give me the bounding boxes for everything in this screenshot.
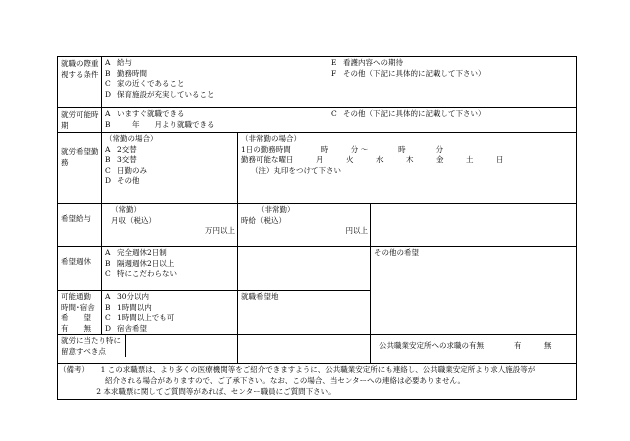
available-options <box>102 108 577 133</box>
remarks-head: （備考） <box>59 365 89 375</box>
salary-part-head: （非常勤） <box>257 205 295 214</box>
salary-part-unit: 円以上 <box>345 226 368 236</box>
shift-part-days[interactable]: 勤務可能な曜日 月 火 水 木 金 土 日 <box>241 155 504 165</box>
available-option-c[interactable]: C その他（下記に具体的に記載して下さい） <box>331 109 486 118</box>
shift-part-hours[interactable]: 1日の勤務時間 時 分 ～ 時 分 <box>241 144 444 154</box>
job-application-form <box>57 56 576 400</box>
shift-option-a[interactable]: A 2交替 <box>105 144 137 154</box>
job-office-text: 公共職業安定所への求職の有無 有 無 <box>379 341 552 351</box>
priority-options <box>102 57 577 108</box>
row-salary <box>58 204 577 247</box>
note-input[interactable] <box>126 335 237 357</box>
commute-option-c[interactable]: C 1時間以上でも可 <box>105 313 175 323</box>
shift-option-c[interactable]: C 日勤のみ <box>105 165 147 175</box>
priority-option-e[interactable]: E 看護内容への期待 <box>331 58 403 67</box>
row-priority <box>58 57 577 108</box>
shift-regular <box>102 133 238 204</box>
salary-blank <box>371 204 577 247</box>
other-wishes[interactable] <box>371 247 577 335</box>
desired-location[interactable] <box>238 291 371 335</box>
commute-option-a[interactable]: A 30分以内 <box>105 292 150 301</box>
commute-option-d[interactable]: D 宿舎希望 <box>105 323 147 333</box>
note-blank[interactable] <box>238 335 371 364</box>
note-label: 就労に当たり特に留意すべき点 <box>58 335 126 357</box>
salary-regular-sub: 月収（税込） <box>111 215 156 225</box>
shift-label: 就労希望勤務 <box>58 133 102 204</box>
priority-option-f[interactable]: F その他（下記に具体的に記載して下さい） <box>331 68 486 78</box>
form-table <box>57 56 577 364</box>
available-label: 就労可能時期 <box>58 108 102 133</box>
remark-1-line2: 紹介される場合がありますので、ご了承下さい。なお、この場合、当センターへの連絡は必要ありません。 <box>105 375 465 385</box>
salary-regular-unit: 万円以上 <box>205 226 235 236</box>
holiday-option-b[interactable]: B 隔週週休2日以上 <box>105 258 175 268</box>
holiday-blank <box>238 247 371 291</box>
commute-label: 可能通勤 時間･宿舎 希 望 有 無 <box>58 291 102 335</box>
salary-regular-input[interactable] <box>105 226 237 237</box>
priority-option-c[interactable]: C 家の近くであること <box>105 79 185 89</box>
note-cell <box>58 335 238 364</box>
remark-2: 2 本求職票に関してご質問等があれば、センター職員にご質問下さい。 <box>96 386 336 396</box>
shift-option-b[interactable]: B 3交替 <box>105 155 137 165</box>
priority-left <box>102 57 328 100</box>
available-right <box>328 108 486 130</box>
shift-part-note: （注）丸印をつけて下さい <box>251 165 341 175</box>
holiday-label: 希望週休 <box>58 247 102 291</box>
row-holiday <box>58 247 577 291</box>
salary-part <box>238 204 371 247</box>
shift-option-d[interactable]: D その他 <box>105 176 140 186</box>
row-available <box>58 108 577 133</box>
salary-part-sub: 時給（税込） <box>241 215 286 225</box>
job-office-status[interactable] <box>371 335 577 364</box>
available-option-a[interactable]: A いますぐ就職できる <box>105 109 185 118</box>
priority-option-d[interactable]: D 保育施設が充実していること <box>105 89 215 99</box>
available-option-b[interactable]: B 年 月より就職できる <box>105 119 215 129</box>
row-note <box>58 335 577 364</box>
other-wishes-label: その他の希望 <box>374 248 419 257</box>
salary-part-input[interactable] <box>241 226 370 237</box>
remarks <box>57 364 577 400</box>
priority-label: 就職の際重視する条件 <box>58 57 102 108</box>
remark-1-line1: （備考） 1 この求職票は、より多くの医療機関等をご紹介できますように、公共職業安定所にも連絡し、公共職業安定所より求人施設等が <box>59 365 536 375</box>
commute-options <box>102 291 238 335</box>
salary-regular <box>102 204 238 247</box>
priority-right <box>328 57 486 100</box>
row-shift <box>58 133 577 204</box>
shift-part-head: （非常勤の場合） <box>241 134 301 143</box>
shift-regular-head: （常勤の場合） <box>105 134 158 143</box>
salary-regular-head: （常勤） <box>111 205 141 214</box>
available-left <box>102 108 328 130</box>
shift-part-time <box>238 133 577 204</box>
desired-location-label: 就職希望地 <box>241 292 279 301</box>
priority-option-b[interactable]: B 勤務時間 <box>105 68 147 78</box>
holiday-options <box>102 247 238 291</box>
priority-option-a[interactable]: A 給与 <box>105 58 132 67</box>
commute-option-b[interactable]: B 1時間以内 <box>105 302 152 312</box>
holiday-option-c[interactable]: C 特にこだわらない <box>105 269 177 279</box>
holiday-option-a[interactable]: A 完全週休2日制 <box>105 248 167 257</box>
salary-label: 希望給与 <box>58 204 102 247</box>
